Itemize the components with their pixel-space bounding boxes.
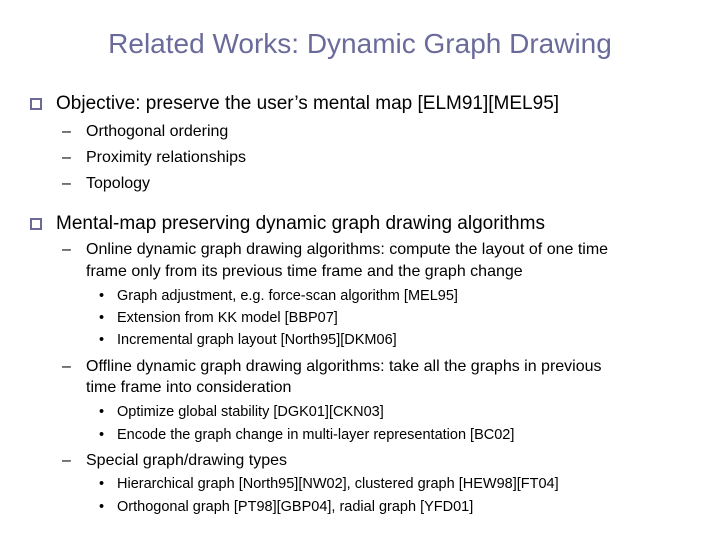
bullet-mental-map-algorithms (56, 213, 545, 235)
item-text: Extension from KK model [BBP07] (117, 310, 338, 326)
sub-bullet-text: Special graph/drawing types (86, 452, 288, 469)
item-text: Graph adjustment, e.g. force-scan algorithm [MEL95] (117, 288, 458, 304)
dot-bullet-icon: • (99, 332, 105, 348)
item-graph-adjustment (99, 288, 458, 304)
item-text: Optimize global stability [DGK01][CKN03] (117, 404, 384, 420)
square-bullet-icon (30, 218, 42, 230)
sub-bullet-offline (62, 358, 602, 376)
slide-title: Related Works: Dynamic Graph Drawing (108, 28, 612, 59)
sub-bullet-proximity (62, 149, 247, 167)
item-hierarchical (99, 476, 559, 492)
sub-bullet-orthogonal-ordering (62, 123, 229, 141)
sub-bullet-online-continued (86, 263, 523, 281)
bullet-text: Mental-map preserving dynamic graph drawing algorithms (56, 213, 545, 234)
dot-bullet-icon: • (99, 499, 105, 515)
item-text: Hierarchical graph [North95][NW02], clustered graph [HEW98][FT04] (117, 476, 559, 492)
item-orthogonal (99, 499, 474, 515)
sub-bullet-text: Topology (86, 175, 151, 192)
bullet-objective (56, 93, 559, 115)
item-text: Encode the graph change in multi-layer representation [BC02] (117, 427, 515, 443)
sub-bullet-text: Online dynamic graph drawing algorithms: compute the layout of one time (86, 241, 609, 258)
sub-bullet-online (62, 241, 609, 259)
item-multi-layer (99, 427, 515, 443)
item-text: Orthogonal graph [PT98][GBP04], radial graph [YFD01] (117, 499, 474, 515)
sub-bullet-text: Offline dynamic graph drawing algorithms: take all the graphs in previous (86, 358, 602, 375)
dot-bullet-icon: • (99, 476, 105, 492)
bullet-text: Objective: preserve the user’s mental map [ELM91][MEL95] (56, 93, 560, 114)
sub-bullet-text: time frame into consideration (86, 379, 292, 396)
sub-bullet-special-types (62, 452, 288, 470)
dash-bullet-icon: – (62, 175, 71, 192)
item-kk-model (99, 310, 338, 326)
sub-bullet-text: frame only from its previous time frame and the graph change (86, 263, 523, 280)
dot-bullet-icon: • (99, 404, 105, 420)
dot-bullet-icon: • (99, 310, 105, 326)
dash-bullet-icon: – (62, 123, 71, 140)
sub-bullet-text: Orthogonal ordering (86, 123, 229, 140)
dash-bullet-icon: – (62, 241, 71, 258)
sub-bullet-text: Proximity relationships (86, 149, 247, 166)
dash-bullet-icon: – (62, 149, 71, 166)
dot-bullet-icon: • (99, 288, 105, 304)
dash-bullet-icon: – (62, 358, 71, 375)
item-text: Incremental graph layout [North95][DKM06] (117, 332, 397, 348)
dash-bullet-icon: – (62, 452, 71, 469)
sub-bullet-topology (62, 175, 151, 193)
item-incremental-layout (99, 332, 397, 348)
dot-bullet-icon: • (99, 427, 105, 443)
item-global-stability (99, 404, 384, 420)
sub-bullet-offline-continued (86, 379, 291, 397)
square-bullet-icon (30, 98, 42, 110)
